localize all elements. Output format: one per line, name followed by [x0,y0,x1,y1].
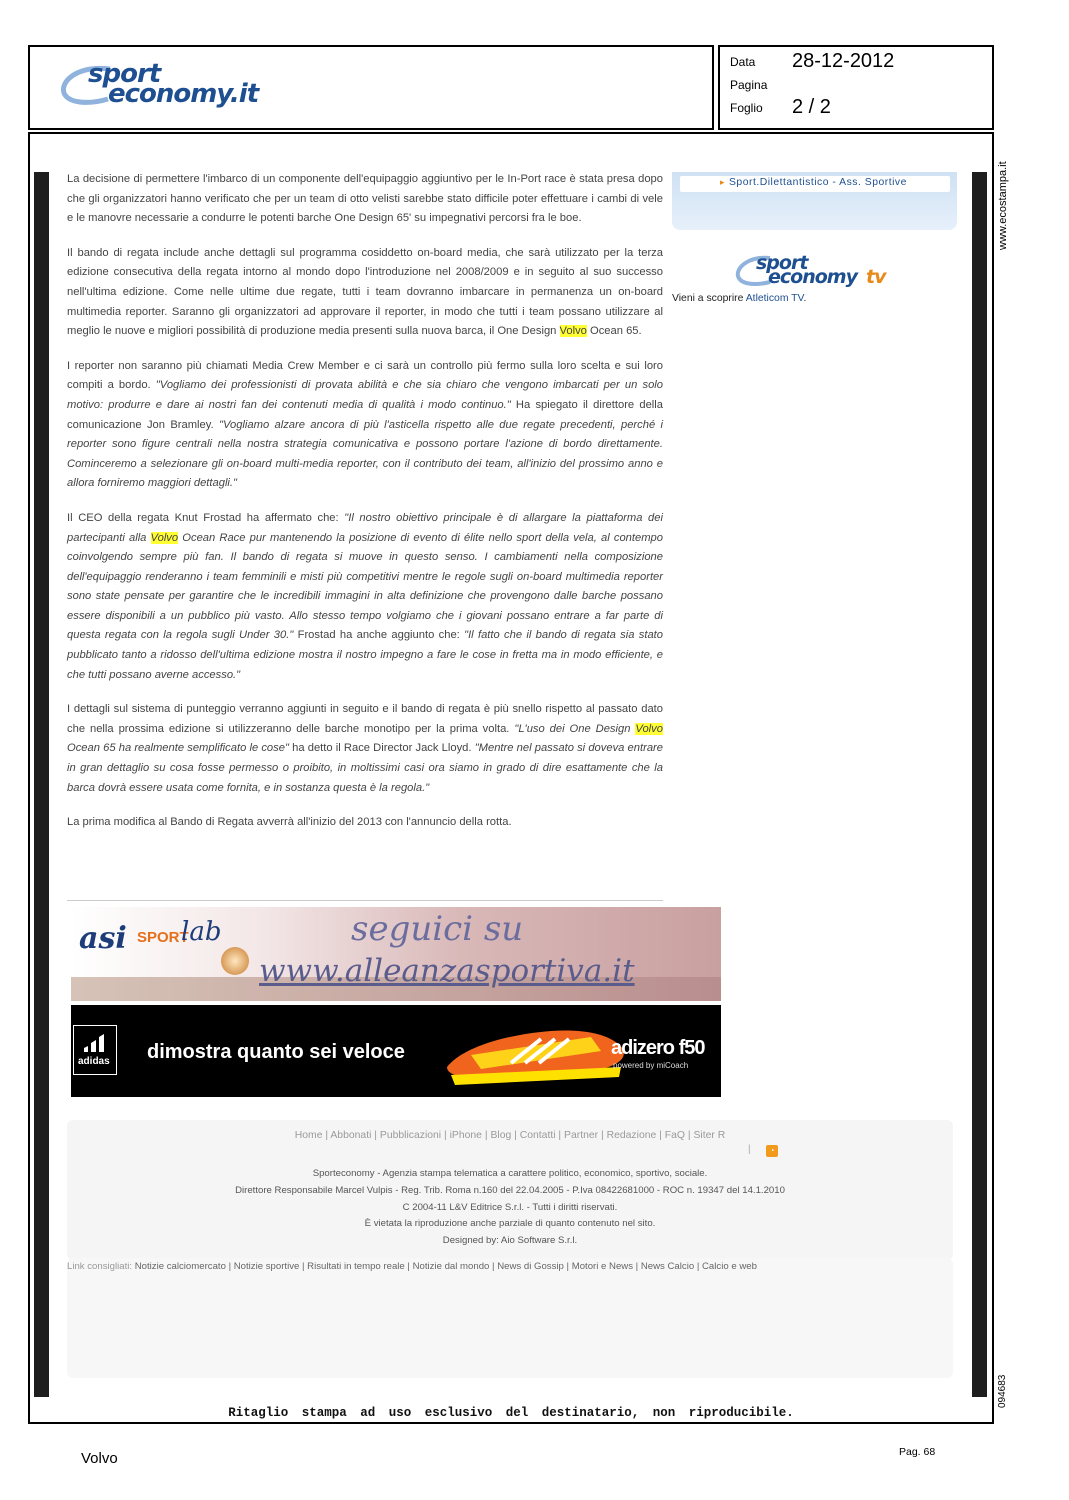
footer-nav-link[interactable]: iPhone [449,1130,482,1141]
category-link[interactable]: Sport.Dilettantistico - Ass. Sportive [729,177,907,188]
clipping-disclaimer: Ritaglio stampa ad uso esclusivo del destinatario, non riproducibile. [228,1406,794,1420]
sidebar-category-box [672,172,957,230]
nav-separator: | [555,1130,565,1141]
tv-logo-line2: economy [768,266,857,288]
keyword-highlight: Volvo [559,325,587,338]
article-divider [67,900,663,901]
link-separator: | [404,1261,413,1272]
article-paragraph: La decisione di permettere l'imbarco di un componente dell'equipaggio aggiuntivo per le In-Port race è stata presa dopo che gli organizzatori hanno verificato che per un team di otto velisti sarebbe stato difficile poter effettuare i cambi di vele e le manovre necessarie a condurre le potenti barche One Design 65' su impegnativi percorsi fra le boe. [67,173,663,225]
banner-tagline: seguici su [351,909,524,949]
quote: "Vogliamo dei professionisti di provata abilità e che sia chiaro che vengono imbarcati per un solo motivo: produrre e dare ai nostri fan dei contenuti media di qualità i modo continuo." [67,379,663,411]
keyword-highlight: Volvo [635,722,663,735]
adidas-logo [73,1025,117,1075]
recommended-link[interactable]: Notizie sportive [233,1261,300,1272]
nav-separator: | [481,1130,491,1141]
keyword-highlight: Volvo [150,531,179,544]
ecostampa-url: www.ecostampa.it [997,161,1009,250]
footer-agency-line: Sporteconomy - Agenzia stampa telematica a carattere politico, economico, sportivo, sociale. [312,1168,708,1179]
sportlab-logo-a: SPORT [137,929,189,946]
quote: "Vogliamo alzare ancora di più l'asticella rispetto alle due regate precedenti, perché i reporter sono figure centrali nella nostra strategia comunicativa e possono portare l'azione di bordo direttamente. Cominceremo a selezionare gli on-board multi-media reporter, con il contributo dei team, all'inizio del prossimo anno e allora forniremo maggiori dettagli." [67,418,664,490]
text-run: Frostad ha anche aggiunto che: [293,629,465,642]
article-body [67,170,663,848]
tv-logo-suffix: tv [866,266,886,288]
recommended-links-box [67,1258,953,1378]
recommended-link[interactable]: Notizie calciomercato [134,1261,226,1272]
article-paragraph [67,244,663,342]
asi-banner[interactable] [71,907,721,1001]
sheet-value: 2 / 2 [792,96,831,118]
quote: "Il nostro obiettivo principale è di allargare la piattaforma dei partecipanti alla [67,511,663,544]
asi-logo: asi [79,921,127,956]
recommended-link[interactable]: News di Gossip [497,1261,564,1272]
quote: "Il fatto che il bando di regata sia stato pubblicato tanto a ridosso dell'ultima edizione mostra il nostro impegno a fare le cose in fretta ma in modo efficiente, e che tutti possano averne accesso." [67,629,663,681]
page-label: Pagina [730,78,768,92]
link-separator: | [563,1261,572,1272]
sheet-label: Foglio [730,101,763,115]
quote: Ocean 65 ha realmente semplificato le cose" [67,742,289,755]
atleticom-tv-link[interactable]: Atleticom TV [745,293,804,304]
tv-logo-line1: sport [756,252,808,274]
footer-nav-link[interactable]: Partner [564,1130,599,1141]
recommended-link[interactable]: News Calcio [640,1261,695,1272]
clipping-code: 094683 [997,1374,1008,1408]
link-separator: | [694,1261,702,1272]
page-number: Pag. 68 [899,1446,936,1458]
article-paragraph [67,357,663,494]
football-boot-icon [441,1015,631,1091]
tv-caption [672,293,806,304]
tv-caption-text: . [803,293,807,304]
footer-nav-link[interactable]: FaQ [664,1130,685,1141]
quote: Ocean Race pur mantenendo la posizione di evento di élite nello sport della vela, al contempo coinvolgendo sempre più fan. Il bando di regata si muove in questo senso. I cambiamenti nella composizione dell'equipaggio renderanno i team femminili e misti più competitivi mentre le regole sugli on-board multimedia reporter sono state pensate per garantire che le incredibili immagini in alta definizione che provengono dalle barche possano essere disponibili a un pubblico più vasto. Allo stesso tempo volgiamo che i giovani possano entrare a far parte di questa regata con la regola sugli Under 30." [67,531,663,642]
footer-nav-link[interactable]: Pubblicazioni [379,1130,442,1141]
adidas-stripes-icon [82,1034,110,1052]
article-paragraph: La prima modifica al Bando di Regata avverrà all'inizio del 2013 con l'annuncio della rotta. [67,816,512,829]
sportlab-logo-b: lab [181,917,222,947]
nav-separator: | [684,1130,694,1141]
nav-separator: | [441,1130,450,1141]
recommended-link[interactable]: Motori e News [571,1261,634,1272]
adizero-logo: adizero f50 [611,1037,705,1059]
left-dark-bar [34,172,49,1397]
footer-nav-link[interactable]: Blog [490,1130,512,1141]
footer-copyright-line: C 2004-11 L&V Editrice S.r.l. - Tutti i diritti riservati. [402,1201,618,1213]
text-run: Ha spiegato il direttore della comunicazione Jon Bramley. [67,398,663,431]
recommended-label: Link consigliati: [67,1261,133,1272]
right-dark-bar [972,172,987,1397]
tv-caption-text: Vieni a scoprire [672,293,746,304]
rss-icon[interactable]: ◔ [766,1145,778,1157]
footer-nav-link[interactable]: Redazione [606,1130,657,1141]
footer-info [67,1166,953,1250]
footer-nav-link[interactable]: Contatti [519,1130,556,1141]
text-run: Ocean 65. [586,325,642,338]
footer-registration-line: Direttore Responsabile Marcel Vulpis - Reg. Trib. Roma n.160 del 22.04.2005 - P.Iva 08422681000 - ROC n. 19347 del 14.1.2010 [235,1184,785,1196]
text-run: Il CEO della regata Knut Frostad ha affermato che: [67,511,345,524]
micoach-label: powered by miCoach [613,1061,689,1070]
ball-icon [221,947,249,975]
bullet-arrow-icon: ▸ [720,177,725,187]
text-run: ha detto il Race Director Jack Lloyd. [288,742,475,755]
nav-separator: | [511,1130,520,1141]
footer-rights-line: È vietata la riproduzione anche parziale di quanto contenuto nel sito. [364,1218,656,1230]
sporteconomy-logo[interactable] [58,59,258,119]
nav-separator: | [748,1144,751,1155]
logo-line2: economy.it [108,79,259,109]
logo-line1: sport [88,59,161,89]
header-logo-box [28,45,714,130]
link-separator: | [489,1261,498,1272]
recommended-link[interactable]: Calcio e web [702,1261,757,1272]
article-paragraph [67,509,663,685]
sporteconomy-tv-logo[interactable] [734,252,894,290]
text-run: Il bando di regata include anche dettagli sul programma cosiddetto on-board media, che sarà utilizzato per la terza edizione consecutiva della regata intorno al mondo dopo l'introduzione nel 2008/2009 e in seguito al suo successo nell'ultima edizione. Come nelle ultime due regate, tutti i team dovranno imbarcare in permanenza un on-board multimedia reporter. Saranno gli organizzatori ad approvare il reporter, in modo che tutti i team possano utilizzare al meglio le nuove e migliori possibilità di produzione media presenti sulla nuova barca, il One Design [67,246,663,338]
footer-designer-line: Designed by: Aio Software S.r.l. [442,1235,578,1247]
quote: "L'uso dei One Design [514,722,636,735]
link-separator: | [633,1261,641,1272]
adidas-banner[interactable] [71,1005,721,1097]
date-value: 28-12-2012 [792,50,895,72]
keyword-label: Volvo [81,1450,118,1467]
adidas-slogan: dimostra quanto sei veloce [147,1041,405,1063]
nav-separator: | [322,1130,331,1141]
text-run: I reporter non saranno più chiamati Media Crew Member e ci sarà un controllo più fermo sulla loro scelta e sui loro compiti a bordo. [67,359,663,392]
nav-separator: | [598,1130,607,1141]
nav-separator: | [371,1130,380,1141]
article-paragraph [67,700,663,798]
category-strip [680,176,950,192]
footer-nav [67,1130,953,1141]
recommended-link[interactable]: Notizie dal mondo [412,1261,490,1272]
text-run: I dettagli sul sistema di punteggio verranno aggiunti in seguito e il bando di regata è più snello rispetto al passato dato che nella prossima edizione si utilizzeranno delle barche monotipo per la prima volta. [67,703,663,735]
adidas-wordmark: adidas [78,1056,110,1067]
banner-url: www.alleanzasportiva.it [259,953,635,989]
footer-nav-link[interactable]: Siter R [693,1130,726,1141]
footer-nav-link[interactable]: Abbonati [330,1130,372,1141]
nav-separator: | [656,1130,665,1141]
date-label: Data [730,55,756,69]
quote: "Mentre nel passato si doveva entrare in gran dettaglio su cosa fosse permesso o proibito, in moltissimi casi ora siamo in grado di dire esattamente che la barca dovrà essere usata come fornita, e in sostanza questa è la regola." [67,742,663,794]
recommended-link[interactable]: Risultati in tempo reale [307,1261,405,1272]
header-meta-box [718,45,994,130]
recommended-links [67,1261,953,1272]
link-separator: | [299,1261,308,1272]
footer-nav-link[interactable]: Home [294,1130,323,1141]
link-separator: | [225,1261,234,1272]
